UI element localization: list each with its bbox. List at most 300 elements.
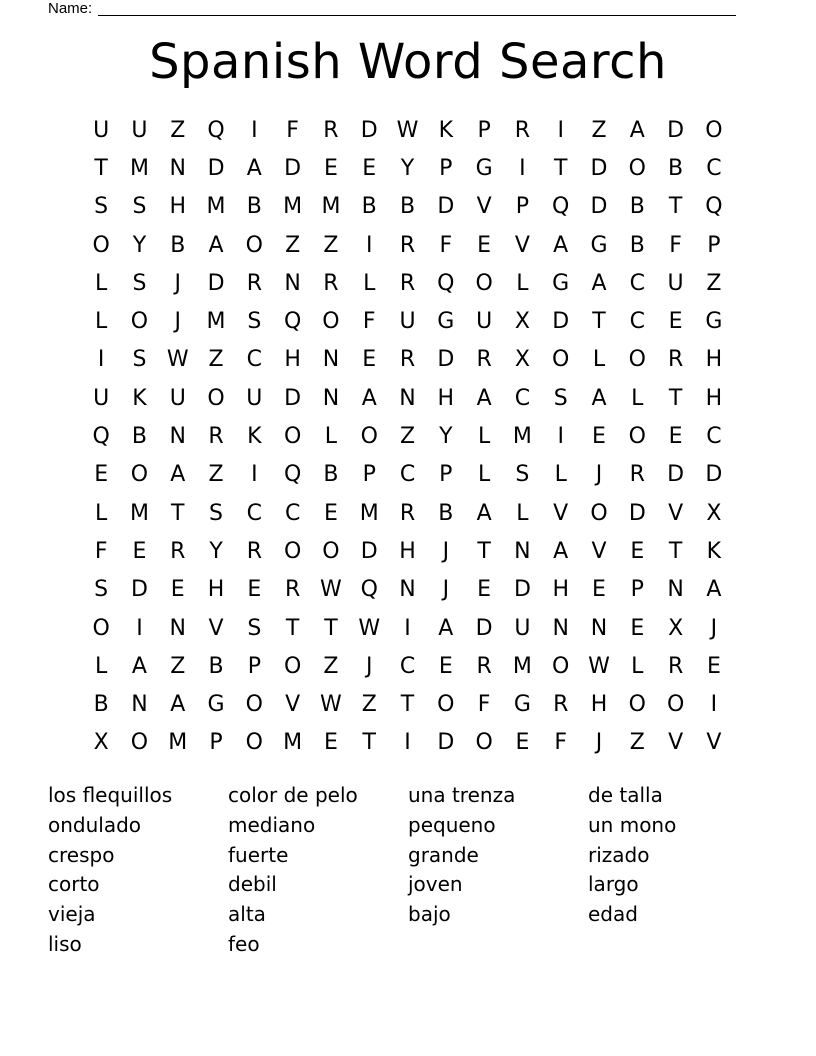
grid-letter: X [706,500,722,526]
grid-letter: L [95,500,108,526]
grid-letter: O [705,117,723,143]
grid-letter: Y [132,232,147,258]
grid-letter: Q [437,270,455,296]
grid-letter: N [131,692,148,718]
name-blank-line [98,1,736,16]
word-list-item: los flequillos [48,783,173,807]
grid-letter: A [131,653,147,679]
grid-letter: L [363,270,376,296]
grid-letter: A [438,615,454,641]
grid-letter: O [283,653,302,679]
grid-letter: Z [208,462,224,488]
grid-letter: T [553,155,568,181]
grid-letter: O [360,424,378,450]
grid-letter: D [360,538,378,564]
grid-letter: R [246,538,262,564]
grid-letter: C [246,500,263,526]
grid-letter: G [552,270,570,296]
grid-letter: E [515,730,530,756]
grid-letter: O [283,424,302,450]
grid-letter: L [95,309,108,335]
grid-letter: C [246,347,263,373]
word-list-item: bajo [408,902,451,927]
grid-letter: W [588,653,610,679]
grid-letter: R [284,577,301,603]
word-list-item: una trenza [408,783,516,807]
grid-letter: B [170,232,186,258]
grid-letter: O [322,538,340,564]
grid-letter: V [285,692,301,718]
grid-letter: O [437,692,455,718]
grid-letter: E [362,347,377,373]
grid-letter: K [247,424,262,450]
grid-letter: N [284,270,301,296]
grid-letter: I [251,117,258,143]
grid-letter: J [442,538,450,564]
grid-letter: A [361,385,377,411]
grid-letter: L [631,653,644,679]
grid-letter: Z [208,347,224,373]
grid-letter: D [475,615,493,641]
grid-letter: A [629,117,645,143]
grid-letter: I [136,615,143,641]
grid-letter: D [437,347,455,373]
grid-letter: O [245,730,263,756]
grid-letter: H [590,692,608,718]
grid-letter: I [251,462,258,488]
grid-letter: D [130,577,148,603]
grid-letter: F [439,232,453,258]
grid-letter: K [438,117,454,143]
grid-letter: M [321,194,341,220]
word-list-item: liso [48,931,82,956]
grid-letter: C [399,653,416,679]
grid-letter: Z [285,232,301,258]
grid-letter: Q [283,462,302,488]
grid-letter: B [629,194,645,220]
grid-letter: P [707,232,721,258]
grid-letter: L [477,462,491,488]
grid-letter: M [512,653,532,679]
grid-letter: X [514,347,530,373]
grid-letter: T [400,692,415,718]
grid-letter: B [668,155,684,181]
grid-letter: A [208,232,224,258]
word-list [48,781,768,960]
word-list-item: un mono [588,812,677,837]
grid-letter: H [284,347,301,373]
grid-letter: B [323,462,339,488]
grid-letter: A [706,577,722,603]
grid-letter: O [130,462,149,488]
grid-letter: R [629,462,645,488]
grid-letter: R [399,270,416,296]
grid-letter: X [93,730,109,756]
grid-letter: Z [361,692,377,718]
grid-letter: N [169,615,186,641]
grid-letter: Z [323,232,339,258]
grid-letter: R [246,270,262,296]
grid-letter: O [628,692,646,718]
grid-letter: E [477,232,492,258]
grid-letter: D [207,270,225,296]
grid-letter: N [552,615,569,641]
grid-letter: Z [170,653,186,679]
word-list-item: vieja [48,902,96,927]
grid-letter: C [706,155,722,181]
grid-letter: Q [705,194,723,220]
grid-letter: S [132,347,147,373]
grid-letter: S [247,309,262,335]
grid-letter: L [631,385,644,411]
grid-letter: I [710,692,718,718]
grid-letter: D [552,309,570,335]
grid-letter: W [320,577,342,603]
grid-letter: S [553,385,568,411]
grid-letter: W [166,347,189,373]
grid-letter: M [206,194,226,220]
grid-letter: D [667,462,685,488]
grid-letter: N [322,347,340,373]
grid-letter: C [629,270,645,296]
grid-letter: N [514,538,531,564]
grid-letter: J [174,270,181,296]
grid-letter: B [208,653,224,679]
grid-letter: B [361,194,377,220]
grid-letter: E [477,577,492,603]
grid-letter: M [129,500,149,526]
word-list-item: ondulado [48,812,142,837]
grid-letter: G [705,309,723,335]
grid-letter: G [207,692,225,718]
grid-letter: Z [591,117,607,143]
grid-letter: R [553,692,569,718]
grid-letter: N [399,577,416,603]
word-list-item: mediano [228,812,316,837]
grid-letter: I [404,615,411,641]
word-list-item: corto [48,872,100,897]
grid-letter: N [590,615,608,641]
grid-letter: E [362,155,377,181]
grid-letter: N [169,155,186,181]
grid-letter: A [553,538,569,564]
grid-letter: A [553,232,569,258]
grid-letter: R [476,347,492,373]
grid-letter: P [439,462,453,488]
grid-letter: T [171,500,185,526]
grid-letter: S [132,270,147,296]
grid-letter: R [170,538,186,564]
grid-letter: D [360,117,378,143]
grid-letter: Q [207,117,225,143]
grid-letter: R [399,232,416,258]
word-list-item: rizado [588,842,650,867]
grid-letter: A [170,462,186,488]
grid-letter: Q [360,577,378,603]
grid-letter: W [396,117,419,143]
grid-letter: Y [400,155,415,181]
grid-letter: G [590,232,608,258]
grid-letter: N [399,385,416,411]
word-list-item: edad [588,902,638,927]
grid-letter: T [668,194,683,220]
grid-letter: V [706,730,722,756]
grid-letter: C [514,385,531,411]
grid-letter: O [475,270,493,296]
grid-letter: O [666,692,685,718]
grid-letter: G [475,155,493,181]
grid-letter: M [206,309,226,335]
grid-letter: D [590,155,608,181]
grid-letter: I [519,155,526,181]
grid-letter: J [365,653,373,679]
grid-letter: H [207,577,225,603]
grid-letter: L [516,270,529,296]
grid-letter: D [628,500,646,526]
word-list-item: de talla [588,783,663,807]
grid-letter: C [629,309,645,335]
grid-letter: P [630,577,644,603]
grid-letter: M [283,730,303,756]
grid-letter: D [705,462,723,488]
grid-letter: B [93,692,109,718]
grid-letter: B [131,424,147,450]
grid-letter: I [404,730,411,756]
grid-letter: T [477,538,491,564]
grid-letter: S [94,577,109,603]
grid-letter: R [208,424,224,450]
grid-letter: Q [283,309,302,335]
grid-letter: O [322,309,340,335]
grid-letter: C [706,424,722,450]
grid-letter: A [591,385,607,411]
grid-letter: T [668,385,683,411]
grid-letter: B [246,194,262,220]
grid-letter: S [94,194,109,220]
grid-letter: V [476,194,492,220]
grid-letter: Z [399,424,416,450]
letter-grid [82,111,733,762]
grid-letter: R [323,117,339,143]
grid-letter: Z [706,270,722,296]
grid-letter: O [475,730,493,756]
grid-letter: R [476,653,492,679]
grid-letter: Q [92,424,110,450]
grid-letter: E [630,615,645,641]
grid-letter: L [324,424,338,450]
grid-letter: E [323,155,338,181]
name-field [48,0,748,18]
grid-letter: L [554,462,567,488]
grid-letter: U [93,385,110,411]
grid-letter: I [557,424,564,450]
grid-letter: I [365,232,373,258]
grid-letter: O [552,347,570,373]
grid-letter: L [95,270,108,296]
grid-letter: F [669,232,682,258]
grid-letter: A [246,155,262,181]
grid-letter: D [207,155,225,181]
word-list-item: joven [408,872,463,897]
grid-letter: I [557,117,564,143]
grid-letter: Y [439,424,453,450]
grid-letter: G [437,309,455,335]
grid-letter: O [92,232,110,258]
grid-letter: J [442,577,450,603]
grid-letter: D [437,730,455,756]
grid-letter: E [132,538,147,564]
grid-letter: E [668,424,683,450]
grid-letter: F [286,117,299,143]
grid-letter: E [438,653,453,679]
grid-letter: R [399,347,416,373]
grid-letter: P [362,462,376,488]
grid-letter: B [629,232,645,258]
grid-letter: A [591,270,607,296]
grid-letter: T [362,730,376,756]
word-list-item: pequeno [408,812,496,837]
grid-letter: H [169,194,187,220]
grid-letter: F [94,538,108,564]
grid-letter: V [553,500,569,526]
grid-letter: M [512,424,532,450]
grid-letter: U [514,615,531,641]
grid-letter: P [209,730,223,756]
grid-letter: Z [170,117,186,143]
grid-letter: K [706,538,722,564]
grid-letter: S [132,194,147,220]
word-list-item: debil [228,872,277,897]
grid-letter: D [284,385,302,411]
word-list-item: feo [228,931,260,956]
grid-letter: H [552,577,569,603]
grid-letter: R [399,500,416,526]
page-title: Spanish Word Search [149,34,667,90]
grid-letter: L [95,653,108,679]
grid-letter: U [476,309,493,335]
grid-letter: K [132,385,147,411]
grid-letter: O [628,347,646,373]
grid-letter: Q [552,194,570,220]
grid-letter: O [283,538,302,564]
grid-letter: A [170,692,186,718]
grid-letter: T [94,155,108,181]
grid-letter: O [552,653,570,679]
grid-letter: E [592,424,606,450]
grid-letter: A [476,385,492,411]
word-list-item: crespo [48,842,115,867]
grid-letter: J [595,730,603,756]
word-list-item: grande [408,842,479,867]
grid-letter: R [667,347,684,373]
grid-letter: T [324,615,338,641]
grid-letter: J [174,309,181,335]
word-list-item: largo [588,872,639,897]
grid-letter: N [169,424,186,450]
grid-letter: E [170,577,185,603]
grid-letter: P [439,155,453,181]
grid-letter: D [437,194,455,220]
grid-letter: E [323,730,338,756]
grid-letter: U [93,117,110,143]
grid-letter: L [477,424,491,450]
word-list-item: alta [228,902,266,927]
grid-letter: G [513,692,531,718]
grid-letter: M [283,194,303,220]
grid-letter: H [705,385,723,411]
grid-letter: U [667,270,684,296]
grid-letter: V [208,615,224,641]
grid-letter: L [592,347,606,373]
grid-letter: Y [209,538,223,564]
grid-letter: Z [629,730,645,756]
grid-letter: B [438,500,454,526]
grid-letter: T [668,538,683,564]
grid-letter: J [595,462,603,488]
grid-letter: D [590,194,608,220]
grid-letter: W [320,692,342,718]
grid-letter: O [628,424,646,450]
grid-letter: X [668,615,684,641]
grid-letter: M [168,730,188,756]
grid-letter: H [437,385,455,411]
grid-letter: P [477,117,491,143]
grid-letter: V [668,730,684,756]
grid-letter: V [668,500,684,526]
grid-letter: E [630,538,645,564]
grid-letter: F [477,692,491,718]
grid-letter: R [667,653,684,679]
grid-letter: B [399,194,416,220]
grid-letter: N [322,385,340,411]
grid-letter: P [515,194,530,220]
grid-letter: E [668,309,683,335]
name-label: Name: [48,0,93,17]
grid-letter: S [515,462,530,488]
grid-letter: S [247,615,262,641]
grid-letter: O [245,232,263,258]
grid-letter: H [399,538,416,564]
grid-letter: J [710,615,718,641]
grid-letter: E [323,500,338,526]
grid-letter: R [323,270,339,296]
grid-letter: D [667,117,685,143]
grid-letter: V [514,232,530,258]
grid-letter: O [130,730,149,756]
grid-letter: H [705,347,723,373]
grid-letter: S [209,500,224,526]
grid-letter: F [554,730,568,756]
grid-letter: X [514,309,530,335]
grid-letter: O [245,692,263,718]
grid-letter: W [358,615,381,641]
grid-letter: T [285,615,300,641]
grid-letter: N [667,577,684,603]
grid-letter: Z [323,653,339,679]
grid-letter: A [476,500,492,526]
grid-letter: E [706,653,721,679]
grid-letter: C [284,500,301,526]
grid-letter: E [592,577,606,603]
grid-letter: I [97,347,105,373]
grid-letter: E [247,577,262,603]
grid-letter: D [513,577,531,603]
word-list-item: color de pelo [228,783,358,807]
grid-letter: T [592,309,606,335]
grid-letter: C [399,462,416,488]
grid-letter: U [246,385,263,411]
grid-letter: O [628,155,646,181]
